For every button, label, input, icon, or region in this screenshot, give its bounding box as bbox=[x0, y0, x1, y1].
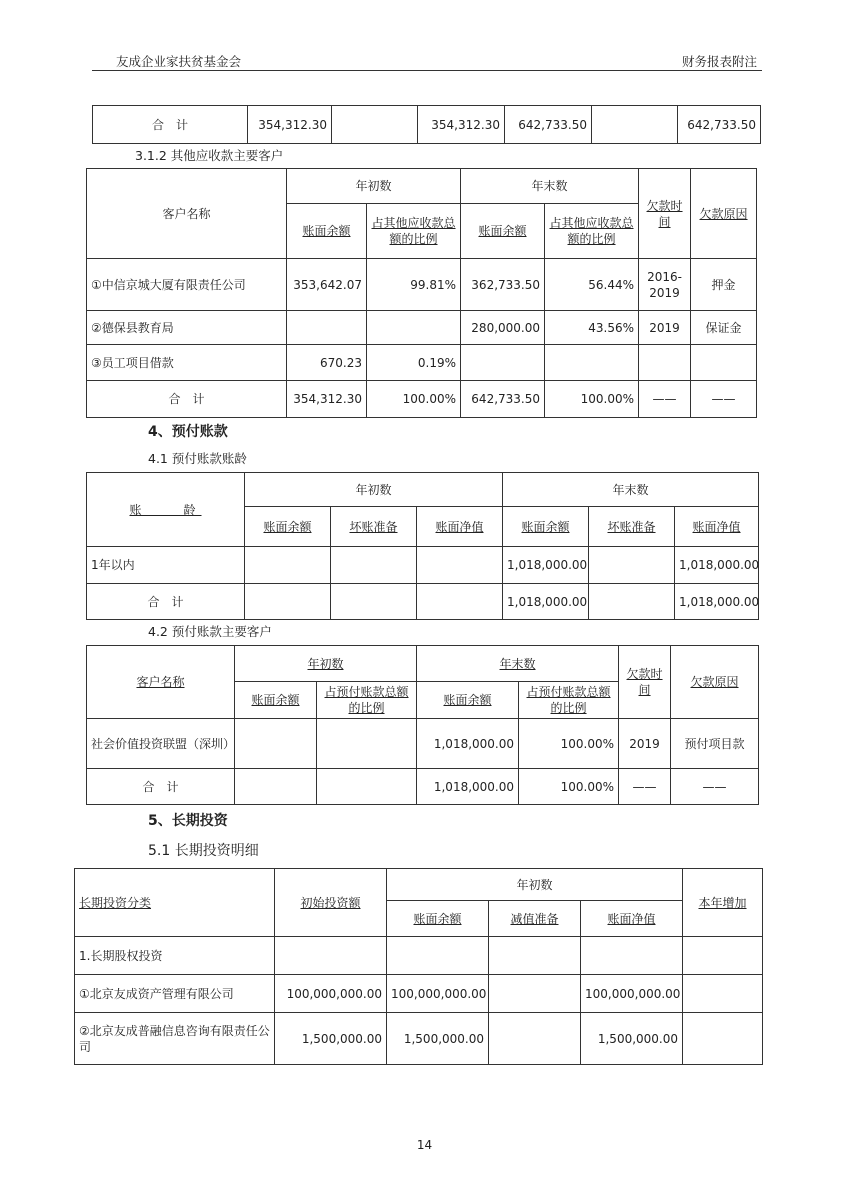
cell: 642,733.50 bbox=[505, 106, 592, 144]
col-header-ratio: 占其他应收款总额的比例 bbox=[545, 204, 639, 259]
col-header-allowance: 坏账准备 bbox=[589, 507, 675, 547]
cell: 1,018,000.00 bbox=[417, 769, 519, 805]
cell: 362,733.50 bbox=[461, 259, 545, 311]
cell: —— bbox=[691, 381, 757, 418]
cell bbox=[691, 345, 757, 381]
cell: 353,642.07 bbox=[287, 259, 367, 311]
col-header-begin: 年初数 bbox=[245, 473, 503, 507]
cell bbox=[581, 937, 683, 975]
investment-name: ②北京友成普融信息咨询有限责任公司 bbox=[75, 1013, 275, 1065]
cell: 1,500,000.00 bbox=[387, 1013, 489, 1065]
cell: 56.44% bbox=[545, 259, 639, 311]
col-header-begin: 年初数 bbox=[387, 869, 683, 901]
total-label: 合 计 bbox=[93, 106, 248, 144]
carryover-total-table bbox=[92, 105, 761, 144]
cell: 2019 bbox=[619, 719, 671, 769]
col-header-reason: 欠款原因 bbox=[691, 169, 757, 259]
cell: 280,000.00 bbox=[461, 311, 545, 345]
cell: 100.00% bbox=[519, 769, 619, 805]
prepayment-customers-table bbox=[86, 645, 759, 805]
col-header-allowance: 坏账准备 bbox=[331, 507, 417, 547]
total-label: 合 计 bbox=[87, 381, 287, 418]
col-header-balance: 账面余额 bbox=[417, 682, 519, 719]
col-header-net: 账面净值 bbox=[675, 507, 759, 547]
col-header-ratio: 占预付账款总额的比例 bbox=[519, 682, 619, 719]
subsection-title: 4.1 预付账款账龄 bbox=[148, 451, 247, 466]
cell: 预付项目款 bbox=[671, 719, 759, 769]
cell bbox=[367, 311, 461, 345]
col-header-begin: 年初数 bbox=[287, 169, 461, 204]
table-row bbox=[87, 345, 757, 381]
cell: 100.00% bbox=[519, 719, 619, 769]
header-section-title: 财务报表附注 bbox=[681, 54, 757, 69]
col-header-end: 年末数 bbox=[417, 646, 619, 682]
cell: 1,500,000.00 bbox=[581, 1013, 683, 1065]
cell bbox=[489, 1013, 581, 1065]
customer-name: 社会价值投资联盟（深圳） bbox=[87, 719, 235, 769]
cell bbox=[683, 937, 763, 975]
cell bbox=[589, 584, 675, 620]
cell: 1,500,000.00 bbox=[275, 1013, 387, 1065]
cell: 100,000,000.00 bbox=[387, 975, 489, 1013]
cell: 1,018,000.00 bbox=[503, 584, 589, 620]
cell: 2019 bbox=[639, 311, 691, 345]
cell bbox=[683, 1013, 763, 1065]
table-row bbox=[75, 937, 763, 975]
cell bbox=[287, 311, 367, 345]
col-header-ratio: 占其他应收款总额的比例 bbox=[367, 204, 461, 259]
cell: 100,000,000.00 bbox=[275, 975, 387, 1013]
cell bbox=[489, 937, 581, 975]
table-row bbox=[75, 1013, 763, 1065]
cell: 1,018,000.00 bbox=[675, 547, 759, 584]
cell bbox=[235, 769, 317, 805]
col-header-aging: 账 龄 bbox=[87, 473, 245, 547]
col-header-end: 年末数 bbox=[503, 473, 759, 507]
investment-category: 1.长期股权投资 bbox=[75, 937, 275, 975]
col-header-balance: 账面余额 bbox=[503, 507, 589, 547]
table-row bbox=[87, 769, 759, 805]
subsection-title: 5.1 长期投资明细 bbox=[148, 843, 259, 859]
cell: 100.00% bbox=[367, 381, 461, 418]
header-org-name: 友成企业家扶贫基金会 bbox=[116, 54, 242, 69]
cell: 0.19% bbox=[367, 345, 461, 381]
cell bbox=[235, 719, 317, 769]
cell bbox=[461, 345, 545, 381]
cell: 保证金 bbox=[691, 311, 757, 345]
table-row bbox=[87, 547, 759, 584]
cell bbox=[331, 584, 417, 620]
col-header-customer: 客户名称 bbox=[87, 646, 235, 719]
table-row bbox=[93, 106, 761, 144]
table-row bbox=[87, 259, 757, 311]
col-header-balance: 账面余额 bbox=[387, 901, 489, 937]
col-header-customer: 客户名称 bbox=[87, 169, 287, 259]
cell bbox=[331, 547, 417, 584]
col-header-begin: 年初数 bbox=[235, 646, 417, 682]
col-header-net: 账面净值 bbox=[581, 901, 683, 937]
cell: 100.00% bbox=[545, 381, 639, 418]
cell bbox=[589, 547, 675, 584]
cell: 1,018,000.00 bbox=[417, 719, 519, 769]
cell bbox=[245, 584, 331, 620]
table-row bbox=[87, 584, 759, 620]
col-header-due: 欠款时间 bbox=[639, 169, 691, 259]
cell bbox=[417, 547, 503, 584]
cell: 354,312.30 bbox=[287, 381, 367, 418]
col-header-increase: 本年增加 bbox=[683, 869, 763, 937]
cell: 354,312.30 bbox=[248, 106, 332, 144]
total-label: 合 计 bbox=[87, 584, 245, 620]
cell: 押金 bbox=[691, 259, 757, 311]
col-header-initial: 初始投资额 bbox=[275, 869, 387, 937]
cell bbox=[683, 975, 763, 1013]
section-heading: 4、预付账款 bbox=[148, 424, 228, 440]
cell bbox=[639, 345, 691, 381]
cell: 1,018,000.00 bbox=[503, 547, 589, 584]
investment-name: ①北京友成资产管理有限公司 bbox=[75, 975, 275, 1013]
customer-name: ①中信京城大厦有限责任公司 bbox=[87, 259, 287, 311]
cell bbox=[275, 937, 387, 975]
cell: —— bbox=[671, 769, 759, 805]
page-number: 14 bbox=[416, 1138, 433, 1152]
col-header-balance: 账面余额 bbox=[461, 204, 545, 259]
col-header-reason: 欠款原因 bbox=[671, 646, 759, 719]
subsection-title: 4.2 预付账款主要客户 bbox=[148, 624, 272, 639]
long-term-investment-table bbox=[74, 868, 763, 1065]
cell bbox=[387, 937, 489, 975]
cell: 100,000,000.00 bbox=[581, 975, 683, 1013]
section-heading: 5、长期投资 bbox=[148, 813, 228, 829]
cell bbox=[332, 106, 418, 144]
header-divider bbox=[92, 70, 762, 71]
subsection-title: 3.1.2 其他应收款主要客户 bbox=[135, 148, 284, 163]
col-header-balance: 账面余额 bbox=[245, 507, 331, 547]
cell bbox=[545, 345, 639, 381]
cell bbox=[245, 547, 331, 584]
cell: 354,312.30 bbox=[418, 106, 505, 144]
other-receivables-table bbox=[86, 168, 757, 418]
cell: 642,733.50 bbox=[461, 381, 545, 418]
cell: 43.56% bbox=[545, 311, 639, 345]
total-label: 合 计 bbox=[87, 769, 235, 805]
cell: 642,733.50 bbox=[678, 106, 761, 144]
col-header-balance: 账面余额 bbox=[287, 204, 367, 259]
col-header-due: 欠款时间 bbox=[619, 646, 671, 719]
col-header-net: 账面净值 bbox=[417, 507, 503, 547]
table-row bbox=[87, 311, 757, 345]
cell: 670.23 bbox=[287, 345, 367, 381]
cell bbox=[489, 975, 581, 1013]
prepayment-aging-table bbox=[86, 472, 759, 620]
cell bbox=[317, 719, 417, 769]
aging-label: 1年以内 bbox=[87, 547, 245, 584]
table-row bbox=[75, 975, 763, 1013]
cell: 99.81% bbox=[367, 259, 461, 311]
customer-name: ③员工项目借款 bbox=[87, 345, 287, 381]
cell bbox=[592, 106, 678, 144]
table-row bbox=[87, 719, 759, 769]
cell: 2016-2019 bbox=[639, 259, 691, 311]
cell: 1,018,000.00 bbox=[675, 584, 759, 620]
table-row bbox=[87, 381, 757, 418]
col-header-ratio: 占预付账款总额的比例 bbox=[317, 682, 417, 719]
cell: —— bbox=[619, 769, 671, 805]
col-header-balance: 账面余额 bbox=[235, 682, 317, 719]
col-header-impairment: 减值准备 bbox=[489, 901, 581, 937]
col-header-end: 年末数 bbox=[461, 169, 639, 204]
col-header-category: 长期投资分类 bbox=[75, 869, 275, 937]
cell bbox=[417, 584, 503, 620]
customer-name: ②德保县教育局 bbox=[87, 311, 287, 345]
cell bbox=[317, 769, 417, 805]
cell: —— bbox=[639, 381, 691, 418]
